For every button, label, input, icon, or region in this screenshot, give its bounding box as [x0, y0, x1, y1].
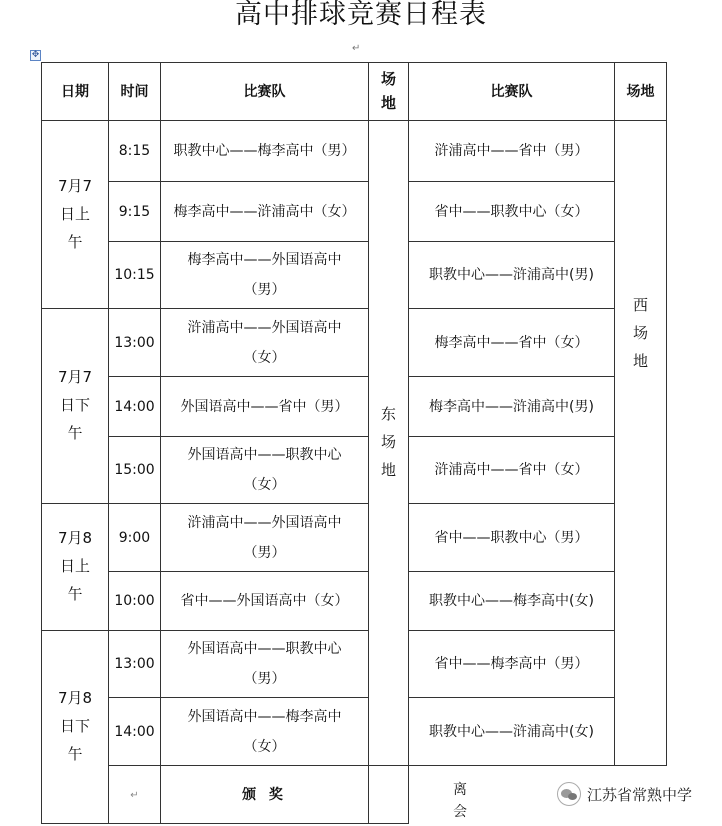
date-cell	[42, 121, 109, 309]
table-row	[42, 504, 667, 572]
date-cell	[42, 309, 109, 504]
award-label: 颁 奖	[161, 766, 369, 824]
paragraph-mark: ↵	[352, 43, 361, 54]
venue-west-label: 西场地	[632, 296, 648, 370]
time-cell: 13:00	[109, 309, 161, 377]
paragraph-mark: ↵	[130, 789, 139, 801]
west-match-cell: 省中——职教中心（女）	[409, 182, 615, 242]
watermark-text: 江苏省常熟中学	[586, 785, 692, 804]
time-cell: 8:15	[109, 121, 161, 182]
table-move-handle-icon[interactable]: ✥	[31, 50, 40, 60]
header-venue-east	[369, 63, 409, 121]
table-row	[42, 377, 667, 437]
east-match-cell: 外国语高中——职教中心（男）	[161, 631, 369, 698]
time-cell: 10:00	[109, 572, 161, 631]
page-title: 高中排球竞赛日程表	[235, 0, 487, 30]
award-west-cell	[369, 766, 467, 824]
east-match-cell: 梅李高中——浒浦高中（女）	[161, 182, 369, 242]
east-match-cell: 外国语高中——梅李高中（女）	[161, 698, 369, 766]
header-row	[42, 63, 667, 121]
west-match-cell: 浒浦高中——省中（男）	[409, 121, 615, 182]
date-label: 7月7日下午	[57, 368, 93, 442]
west-match-cell: 职教中心——浒浦高中(女)	[409, 698, 615, 766]
wechat-icon	[557, 782, 581, 806]
header-date: 日期	[42, 63, 109, 121]
award-west-text: 离会	[453, 782, 467, 820]
header-venue-east-text: 场地	[380, 70, 396, 112]
date-cell	[42, 631, 109, 824]
venue-east-label: 东场地	[380, 405, 396, 479]
time-cell: 15:00	[109, 437, 161, 504]
header-venue-west: 场地	[615, 63, 667, 121]
header-time: 时间	[109, 63, 161, 121]
venue-west-cell	[615, 121, 667, 766]
east-match-cell: 职教中心——梅李高中（男）	[161, 121, 369, 182]
west-match-cell: 职教中心——浒浦高中(男)	[409, 242, 615, 309]
table-row	[42, 437, 667, 504]
table-row	[42, 242, 667, 309]
west-match-cell: 梅李高中——省中（女）	[409, 309, 615, 377]
table-row	[42, 309, 667, 377]
date-label: 7月8日上午	[57, 529, 93, 603]
date-cell	[42, 504, 109, 631]
wechat-watermark	[553, 780, 696, 808]
time-cell: 9:00	[109, 504, 161, 572]
time-cell: 13:00	[109, 631, 161, 698]
header-teams-west: 比赛队	[409, 63, 615, 121]
west-match-cell: 浒浦高中——省中（女）	[409, 437, 615, 504]
east-match-cell: 梅李高中——外国语高中（男）	[161, 242, 369, 309]
east-match-cell: 外国语高中——省中（男）	[161, 377, 369, 437]
time-cell: 9:15	[109, 182, 161, 242]
west-match-cell: 职教中心——梅李高中(女)	[409, 572, 615, 631]
table-row	[42, 698, 667, 766]
time-cell: 14:00	[109, 698, 161, 766]
west-match-cell: 省中——职教中心（男）	[409, 504, 615, 572]
table-row	[42, 631, 667, 698]
award-time-cell	[109, 766, 161, 824]
west-match-cell: 省中——梅李高中（男）	[409, 631, 615, 698]
table-row	[42, 572, 667, 631]
time-cell: 14:00	[109, 377, 161, 437]
date-label: 7月7日上午	[57, 176, 93, 251]
time-cell: 10:15	[109, 242, 161, 309]
east-match-cell: 省中——外国语高中（女）	[161, 572, 369, 631]
table-row	[42, 121, 667, 182]
schedule-table	[41, 62, 667, 824]
date-label: 7月8日下午	[57, 689, 93, 763]
venue-east-cell	[369, 121, 409, 766]
west-match-cell: 梅李高中——浒浦高中(男)	[409, 377, 615, 437]
east-match-cell: 浒浦高中——外国语高中（男）	[161, 504, 369, 572]
east-match-cell: 外国语高中——职教中心（女）	[161, 437, 369, 504]
east-match-cell: 浒浦高中——外国语高中（女）	[161, 309, 369, 377]
header-teams-east: 比赛队	[161, 63, 369, 121]
table-row	[42, 182, 667, 242]
